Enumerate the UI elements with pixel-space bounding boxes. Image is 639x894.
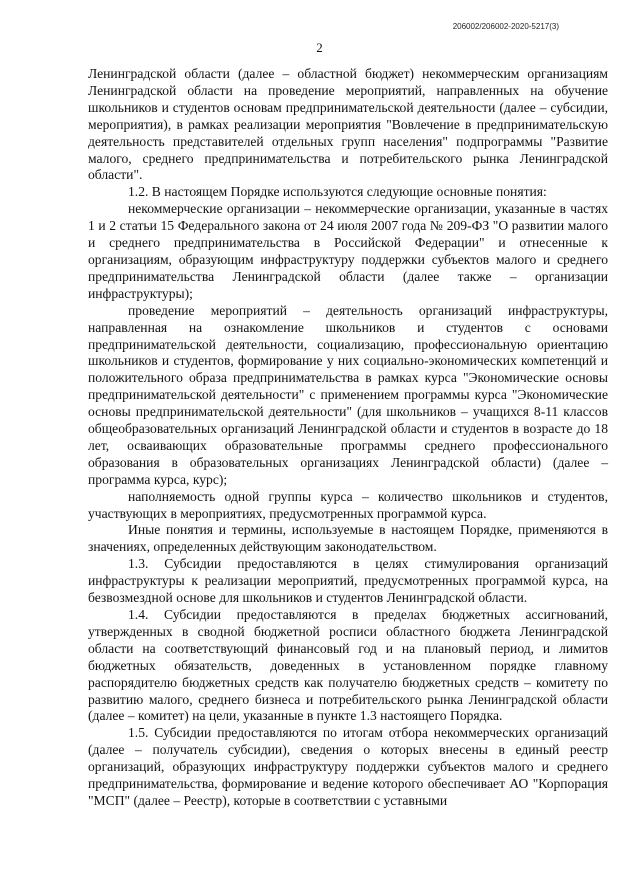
page-number: 2 — [316, 40, 323, 55]
paragraph: Иные понятия и термины, используемые в настоящем Порядке, применяются в значениях, определенных действующим законодательством. — [88, 522, 608, 555]
paragraph: Ленинградской области (далее – областной бюджет) некоммерческим организациям Ленинградской области на проведение мероприятий, направленных на обучение школьников и студентов основам предпринимательской деятельности (далее – субсидии, мероприятия), в рамках реализации мероприятия "Вовлечение в предпринимательскую деятельность представителей отдельных групп населения" подпрограммы "Развитие малого, среднего предпринимательства и потребительского рынка Ленинградской области". — [88, 66, 608, 183]
paragraph: некоммерческие организации – некоммерческие организации, указанные в частях 1 и 2 статьи 15 Федерального закона от 24 июля 2007 года № 209-ФЗ "О развитии малого и среднего предпринимательства в Российской Федерации" и отнесенные к организациям, образующим инфраструктуру поддержки субъектов малого и среднего предпринимательства Ленинградской области (далее также – организации инфраструктуры); — [88, 201, 608, 301]
paragraph: наполняемость одной группы курса – количество школьников и студентов, участвующих в мероприятиях, предусмотренных программой курса. — [88, 488, 608, 521]
paragraph: 1.5. Субсидии предоставляются по итогам отбора некоммерческих организаций (далее – получатель субсидии), сведения о которых внесены в единый реестр организаций, образующих инфраструктуру поддержки субъектов малого и среднего предпринимательства, формирование и ведение которого обеспечивает АО "Корпорация "МСП" (далее – Реестр), которые в соответствии с уставными — [88, 725, 608, 808]
document-code: 206002/206002-2020-5217(3) — [452, 22, 559, 31]
document-body — [88, 66, 608, 810]
paragraph: проведение мероприятий – деятельность организаций инфраструктуры, направленная на ознакомление школьников и студентов с основами предпринимательской деятельности, социализацию, профессиональную ориентацию школьников и студентов, формирование у них социально-экономических компетенций и положительного образа предпринимательства в рамках курса "Экономические основы предпринимательской деятельности" с применением программы курса "Экономические основы предпринимательской деятельности" (для школьников – учащихся 8-11 классов общеобразовательных организаций Ленинградской области и студентов в возрасте до 18 лет, осваивающих образовательные программы среднего профессионального образования в образовательных организациях Ленинградской области) (далее – программа курса, курс); — [88, 302, 608, 487]
paragraph: 1.2. В настоящем Порядке используются следующие основные понятия: — [128, 184, 547, 200]
paragraph: 1.3. Субсидии предоставляются в целях стимулирования организаций инфраструктуры к реализации мероприятий, предусмотренных программой курса, на безвозмездной основе для школьников и студентов Ленинградской области. — [88, 556, 608, 606]
paragraph: 1.4. Субсидии предоставляются в пределах бюджетных ассигнований, утвержденных в сводной бюджетной росписи областного бюджета Ленинградской области на соответствующий финансовый год и на плановый период, и лимитов бюджетных обязательств, доведенных в установленном порядке главному распорядителю бюджетных средств как получателю бюджетных средств – комитету по развитию малого, среднего бизнеса и потребительского рынка Ленинградской области (далее – комитет) на цели, указанные в пункте 1.3 настоящего Порядка. — [88, 607, 608, 724]
